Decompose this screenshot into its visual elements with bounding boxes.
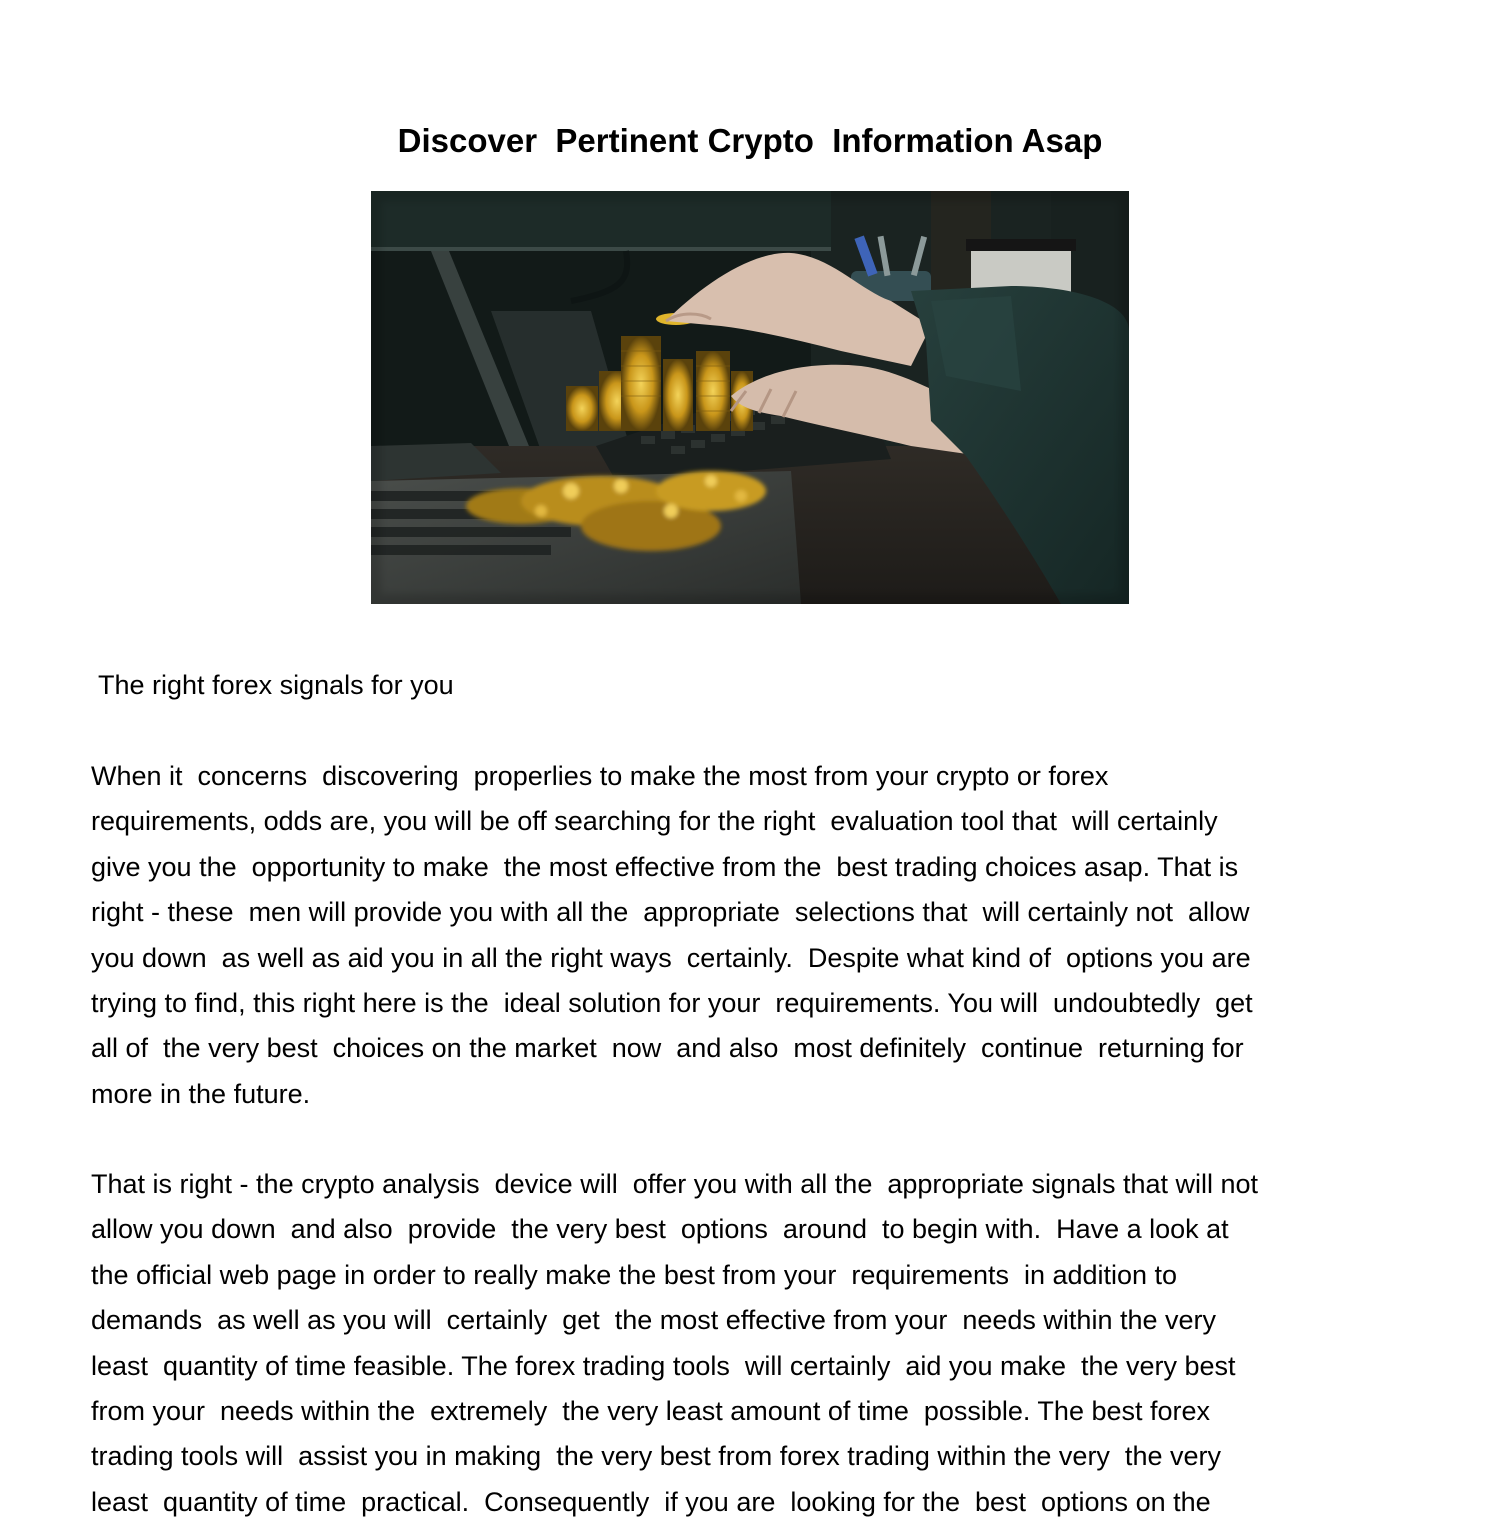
paragraph-line: from your needs within the extremely the very least amount of time possible. The best forex [91, 1395, 1211, 1426]
paragraph-line: least quantity of time feasible. The forex trading tools will certainly aid you make the very best [91, 1350, 1236, 1381]
paragraph-line: you down as well as aid you in all the right ways certainly. Despite what kind of options you are [91, 942, 1251, 973]
paragraph-line: When it concerns discovering properlies to make the most from your crypto or forex [91, 761, 1109, 791]
paragraph-line: requirements, odds are, you will be off searching for the right evaluation tool that will certainly [91, 806, 1218, 837]
body-paragraph-2 [91, 1162, 1421, 1525]
body-paragraph-1 [91, 754, 1421, 1117]
page-title: Discover Pertinent Crypto Information Asap [397, 122, 1103, 160]
paragraph-line: That is right - the crypto analysis device will offer you with all the appropriate signals that will not [91, 1169, 1259, 1199]
paragraph-line: trading tools will assist you in making the very best from forex trading within the very the very [91, 1441, 1221, 1472]
paragraph-line: least quantity of time practical. Consequently if you are looking for the best options on the [91, 1486, 1211, 1517]
paragraph-line: demands as well as you will certainly get the most effective from your needs within the very [91, 1305, 1217, 1336]
paragraph-line: all of the very best choices on the market now and also most definitely continue returning for [91, 1033, 1244, 1064]
paragraph-line: more in the future. [91, 1078, 311, 1109]
paragraph-line: trying to find, this right here is the ideal solution for your requirements. You will undoubtedly get [91, 987, 1253, 1018]
paragraph-line: give you the opportunity to make the most effective from the best trading choices asap. That is [91, 851, 1239, 882]
hero-image [371, 191, 1129, 604]
crypto-trading-photo [371, 191, 1129, 604]
paragraph-line: right - these men will provide you with all the appropriate selections that will certainly not allow [91, 897, 1250, 928]
paragraph-line: the official web page in order to really make the best from your requirements in addition to [91, 1259, 1178, 1290]
section-subheading: The right forex signals for you [91, 670, 454, 700]
paragraph-line: allow you down and also provide the very best options around to begin with. Have a look at [91, 1214, 1229, 1245]
